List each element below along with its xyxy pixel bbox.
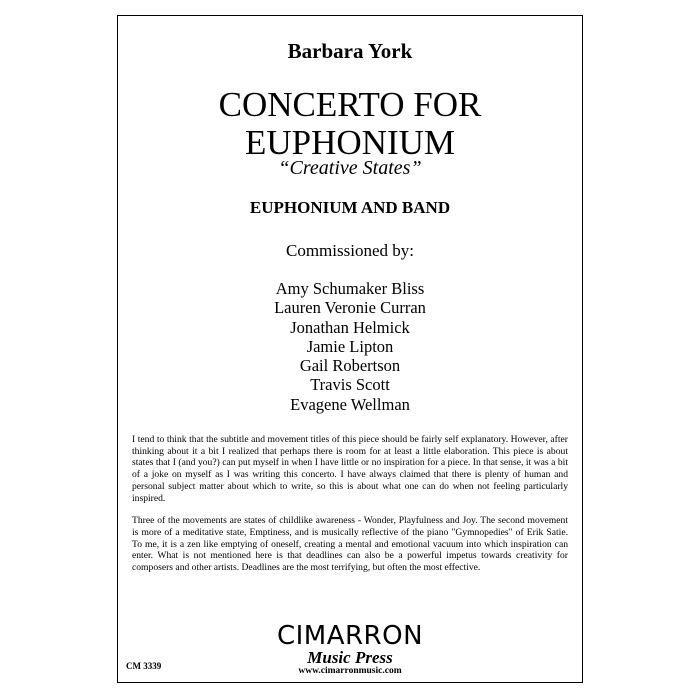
catalog-number: CM 3339 bbox=[126, 661, 162, 671]
commissioner-name: Jamie Lipton bbox=[306, 336, 394, 356]
title-line-2: EUPHONIUM bbox=[245, 123, 455, 162]
title-line-1: CONCERTO FOR bbox=[218, 85, 482, 124]
instrumentation: EUPHONIUM AND BAND bbox=[249, 198, 451, 217]
composer-name: Barbara York bbox=[287, 39, 413, 63]
program-note-paragraph-1: I tend to think that the subtitle and movement titles of this piece should be fairly self explanatory. However, after thinking about it a bit I realized that perhaps there is room for at least a little elaboration. This piece is about states that I (and you?) can put myself in when I have little or no inspiration for a piece. In that sense, it was a bit of a joke on myself as I was writing this concerto. I have always claimed that there is plenty of human and personal subject matter about which to write, so this is about what one can do when not feeling particularly inspired. bbox=[132, 434, 568, 504]
commissioner-name: Travis Scott bbox=[310, 375, 390, 395]
commissioner-name: Jonathan Helmick bbox=[290, 317, 410, 337]
commissioner-name: Evagene Wellman bbox=[290, 394, 410, 414]
score-cover bbox=[117, 15, 583, 683]
publisher-url: www.cimarronmusic.com bbox=[298, 666, 402, 676]
commissioner-list bbox=[118, 279, 582, 414]
program-note-paragraph-2: Three of the movements are states of childlike awareness - Wonder, Playfulness and Joy. The second movement is more of a meditative state, Emptiness, and is musically reflective of the piano "Gymnopedies" of Erik Satie. To me, it is a zen like emptying of oneself, creating a mental and emotional vacuum into which inspiration can enter. What is not mentioned here is that deadlines can also be a powerful impetus towards creativity for composers and other artists. Deadlines are the most terrifying, but often the most effective. bbox=[132, 515, 568, 574]
commissioner-name: Gail Robertson bbox=[299, 356, 401, 376]
program-notes bbox=[132, 434, 568, 585]
page-title bbox=[118, 86, 582, 162]
publisher-logo bbox=[118, 623, 582, 677]
subtitle: “Creative States” bbox=[278, 157, 422, 179]
publisher-subtitle: Music Press bbox=[307, 648, 393, 667]
commissioner-name: Amy Schumaker Bliss bbox=[275, 279, 425, 298]
publisher-name: CIMARRON bbox=[276, 621, 424, 651]
commissioner-name: Lauren Veronie Curran bbox=[274, 298, 426, 318]
commissioned-label: Commissioned by: bbox=[286, 241, 414, 260]
